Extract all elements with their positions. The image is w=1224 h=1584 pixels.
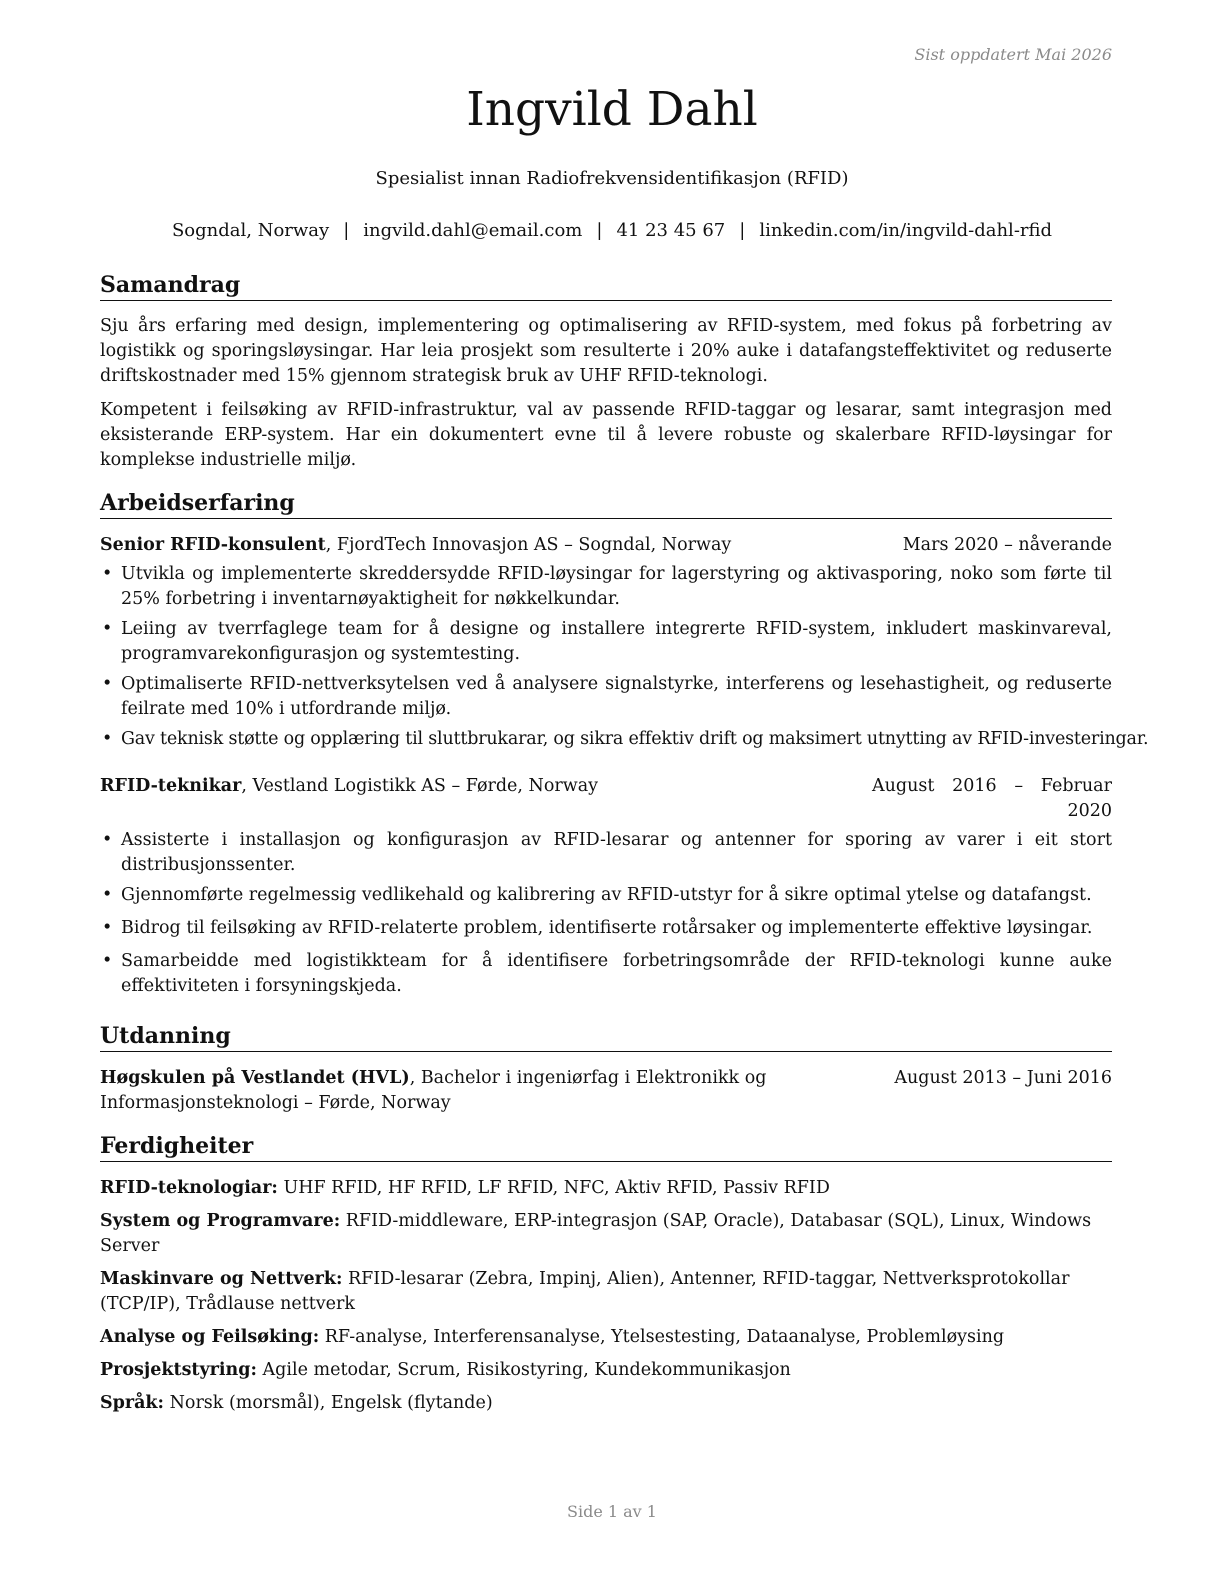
- skill-row: [100, 1267, 1112, 1317]
- skill-value: Agile metodar, Scrum, Risikostyring, Kundekommunikasjon: [256, 1360, 791, 1380]
- job-entry: [100, 533, 1149, 752]
- last-updated: Sist oppdatert Mai 2026: [914, 45, 1112, 64]
- job-bullets: [100, 828, 1112, 999]
- job-bullets: [100, 562, 1149, 752]
- list-item: • Utvikla og implementerte skreddersydde RFID-løysingar for lagerstyring og aktivasporing, noko som førte til 25% forbetring i inventarnøyaktigheit for nøkkelkundar.: [100, 562, 1112, 612]
- list-item: • Samarbeidde med logistikkteam for å identifisere forbetringsområde der RFID-teknologi kunne auke effektiviteten i forsyningskjeda.: [100, 949, 1112, 999]
- job-org: , FjordTech Innovasjon AS – Sogndal, Norway: [325, 535, 732, 555]
- contact-line: [0, 220, 1224, 241]
- job-role: RFID-teknikar: [100, 776, 242, 796]
- person-name: Ingvild Dahl: [466, 82, 758, 137]
- job-org: , Vestland Logistikk AS – Førde, Norway: [241, 776, 599, 796]
- page-number: Side 1 av 1: [567, 1502, 657, 1521]
- section-heading: Ferdigheiter: [100, 1132, 1112, 1162]
- education-school: Høgskulen på Vestlandet (HVL): [100, 1068, 410, 1088]
- skill-label: Analyse og Feilsøking:: [100, 1327, 320, 1347]
- skill-value: UHF RFID, HF RFID, LF RFID, NFC, Aktiv RFID, Passiv RFID: [277, 1178, 830, 1198]
- skill-row: [100, 1209, 1112, 1259]
- contact-separator: |: [343, 220, 350, 241]
- job-dates: Mars 2020 – nåverande: [902, 535, 1112, 555]
- contact-linkedin[interactable]: linkedin.com/in/ingvild-dahl-rfid: [759, 220, 1053, 241]
- job-header: [100, 533, 1112, 558]
- skill-label: Prosjektstyring:: [100, 1360, 257, 1380]
- job-dates: August 2016 – Februar 2020: [872, 776, 1112, 821]
- list-item: • Leiing av tverrfaglege team for å designe og installere integrerte RFID-system, inkludert maskinvareval, programvarekonfigurasjon og systemtesting.: [100, 617, 1112, 667]
- contact-phone[interactable]: 41 23 45 67: [616, 220, 726, 241]
- section-heading: Samandrag: [100, 271, 1112, 301]
- job-entry: [100, 774, 1112, 999]
- skills-section: [100, 1132, 1112, 1416]
- contact-location: Sogndal, Norway: [171, 220, 330, 241]
- skill-row: [100, 1358, 1112, 1383]
- job-header: [100, 774, 1112, 824]
- skill-value: RFID-lesarar (Zebra, Impinj, Alien), Antenner, RFID-taggar, Nettverksprotokollar (TCP/IP), Trådlause nettverk: [100, 1269, 1070, 1314]
- skill-row: [100, 1325, 1112, 1350]
- skill-row: [100, 1176, 1112, 1201]
- section-heading: Utdanning: [100, 1022, 1112, 1052]
- list-item: • Gjennomførte regelmessig vedlikehald og kalibrering av RFID-utstyr for å sikre optimal ytelse og datafangst.: [100, 883, 1112, 908]
- education-dates: August 2013 – Juni 2016: [894, 1068, 1112, 1088]
- list-item: • Assisterte i installasjon og konfigurasjon av RFID-lesarar og antenner for sporing av varer i eit stort distribusjonssenter.: [100, 828, 1112, 878]
- skill-label: RFID-teknologiar:: [100, 1178, 278, 1198]
- education-detail: , Bachelor i ingeniørfag i Elektronikk og Informasjonsteknologi – Førde, Norway: [100, 1068, 767, 1113]
- skill-row: [100, 1391, 1112, 1416]
- list-item: • Gav teknisk støtte og opplæring til sluttbrukarar, og sikra effektiv drift og maksimert utnytting av RFID-investeringar.: [100, 727, 1112, 752]
- summary-paragraph: Sju års erfaring med design, implementering og optimalisering av RFID-system, med fokus på forbetring av logistikk og sporingsløysingar. Har leia prosjekt som resulterte i 20% auke i datafangsteffektivitet og reduserte driftskostnader med 15% gjennom strategisk bruk av UHF RFID-teknologi.: [100, 316, 1112, 386]
- skill-value: Norsk (morsmål), Engelsk (flytande): [164, 1393, 493, 1413]
- contact-separator: |: [739, 220, 746, 241]
- education-entry: [100, 1066, 1112, 1116]
- contact-separator: |: [596, 220, 603, 241]
- experience-section: [100, 489, 1149, 999]
- list-item: • Bidrog til feilsøking av RFID-relaterte problem, identifiserte rotårsaker og implementerte effektive løysingar.: [100, 916, 1112, 941]
- skill-label: Maskinvare og Nettverk:: [100, 1269, 343, 1289]
- contact-email[interactable]: ingvild.dahl@email.com: [363, 220, 583, 241]
- professional-title: Spesialist innan Radiofrekvensidentifikasjon (RFID): [375, 168, 849, 189]
- summary-paragraph: Kompetent i feilsøking av RFID-infrastruktur, val av passende RFID-taggar og lesarar, samt integrasjon med eksisterande ERP-system. Har ein dokumentert evne til å levere robuste og skalerbare RFID-løysingar for komplekse industrielle miljø.: [100, 400, 1112, 470]
- section-heading: Arbeidserfaring: [100, 489, 1112, 519]
- skill-label: Språk:: [100, 1393, 165, 1413]
- skill-value: RFID-middleware, ERP-integrasjon (SAP, Oracle), Databasar (SQL), Linux, Windows Server: [100, 1211, 1092, 1256]
- skill-value: RF-analyse, Interferensanalyse, Ytelsestesting, Dataanalyse, Problemløysing: [319, 1327, 1005, 1347]
- education-section: [100, 1022, 1112, 1116]
- summary-section: [100, 271, 1112, 473]
- job-role: Senior RFID-konsulent: [100, 535, 326, 555]
- skill-label: System og Programvare:: [100, 1211, 341, 1231]
- list-item: • Optimaliserte RFID-nettverksytelsen ved å analysere signalstyrke, interferens og lesehastigheit, og reduserte feilrate med 10% i utfordrande miljø.: [100, 672, 1112, 722]
